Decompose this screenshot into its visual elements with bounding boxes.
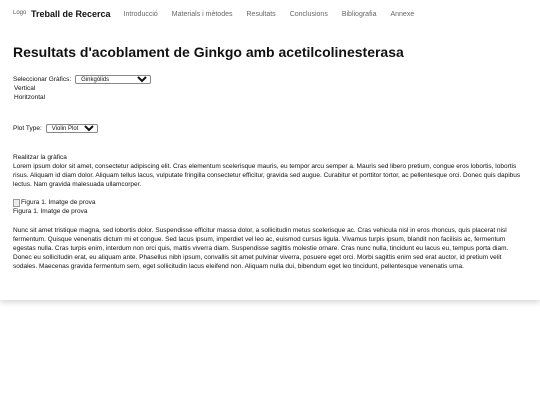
broken-image-icon <box>13 199 20 207</box>
plot-type-row <box>13 124 527 133</box>
nav-link-introduccio[interactable]: Introducció <box>123 10 158 18</box>
figure-caption: Figura 1. Imatge de prova <box>13 208 88 215</box>
figure <box>13 198 527 216</box>
navbar <box>0 0 540 28</box>
nav-link-materials-i-metodes[interactable]: Materials i mètodes <box>171 10 233 18</box>
visualize-label[interactable]: Realitzar la gràfica <box>13 154 67 161</box>
nav-link-bibliografia[interactable]: Bibliografia <box>341 10 377 18</box>
chart-select-label: Seleccionar Gràfics: <box>13 75 72 83</box>
nav-link-annexe[interactable]: Annexe <box>390 10 415 18</box>
paragraph-intro: Lorem ipsum dolor sit amet, consectetur adipiscing elit. Cras elementum scelerisque mauris, eu tempor arcu semper a. Mauris sed libero pretium, congue eros lobortis, lobortis risus. Aliquam id diam dolor. Aliquam tellus lacus, vulputate fringilla consectetur efficitur, gravida sed augue. Curabitur et porttitor tortor, ac pellentesque orci. Donec quis dapibus lectus. Nam gravida malesuada ullamcorper. <box>13 163 521 188</box>
orientation-option-vertical[interactable]: Vertical <box>14 85 36 92</box>
paragraph-body: Nunc sit amet tristique magna, sed lobortis dolor. Suspendisse efficitur massa dolor, a sollicitudin metus scelerisque ac. Cras vehicula nisl in eros rhoncus, quis placerat nisl fermentum. Quisque venenatis dictum mi et congue. Sed lacus ipsum, imperdiet vel leo ac, euismod cursus ligula. Vivamus turpis ipsum, blandit non facilisis ac, fermentum egestas nulla. Cras turpis enim, interdum non orci quis, mattis viverra diam. Suspendisse sagittis molestie ornare. Cras nunc nulla, tincidunt eu lacus eu, tempus porta diam. Donec eu sollicitudin erat, eu aliquam ante. Phasellus nibh ipsum, convallis sit amet pulvinar viverra, posuere eget orci. Morbi sagittis enim sed erat auctor, id pretium velit sodales. Maecenas gravida fermentum sem, eget sollicitudin lacus eleifend non. Aliquam nulla dui, bibendum eget leo tincidunt, pellentesque venenatis urna. <box>13 227 509 270</box>
brand-title[interactable]: Treball de Recerca <box>31 9 111 19</box>
chart-select[interactable] <box>75 75 151 84</box>
figure-image <box>13 198 527 207</box>
plot-type-label: Plot Type: <box>13 124 42 132</box>
main-content <box>0 44 540 271</box>
orientation-option-horitzontal[interactable]: Horitzontal <box>14 94 46 101</box>
figure-image-alt: Figura 1. Imatge de prova <box>21 199 96 206</box>
page-title: Resultats d'acoblament de Ginkgo amb acetilcolinesterasa <box>13 44 404 60</box>
logo-image[interactable]: Logo <box>13 10 27 16</box>
plot-type-select[interactable] <box>46 124 98 133</box>
nav-link-conclusions[interactable]: Conclusions <box>289 10 328 18</box>
chart-select-row <box>13 75 527 84</box>
nav-link-resultats[interactable]: Resultats <box>246 10 276 18</box>
